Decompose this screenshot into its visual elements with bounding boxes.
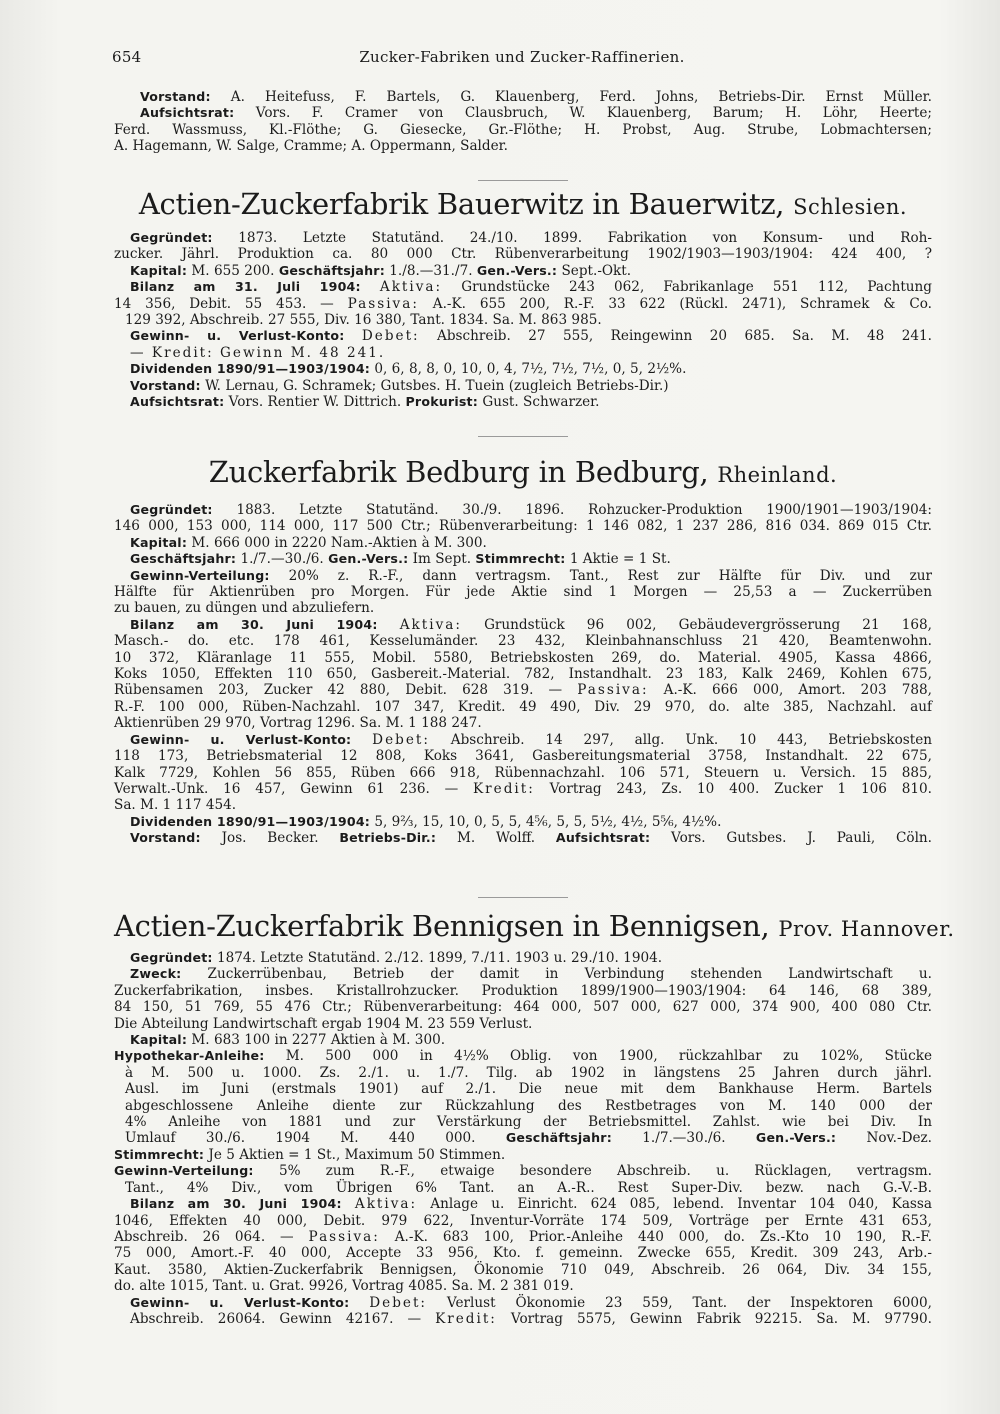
text-line: 118 173, Betriebsmaterial 12 808, Koks 3641, Gasbereitungsmaterial 3758, Instandhalt. 22 675,	[114, 748, 932, 765]
text-line: Kapital: M. 683 100 in 2277 Aktien à M. 300.	[130, 1032, 446, 1049]
text-line: 4% Anleihe von 1881 und zur Verstärkung der Betriebsmittel. Zahlst. wie bei Div. In	[125, 1114, 932, 1131]
text-line: 129 392, Abschreib. 27 555, Div. 16 380, Tant. 1834. Sa. M. 863 985.	[125, 312, 602, 329]
text-line: Vorstand: Jos. Becker. Betriebs-Dir.: M. Wolff. Aufsichtsrat: Vors. Gutsbes. J. Pauli, Cöln.	[130, 830, 932, 847]
text-line: Aufsichtsrat: Vors. F. Cramer von Clausbruch, W. Klauenberg, Barum; H. Löhr, Heerte;	[140, 105, 932, 122]
entry-bennigsen	[114, 897, 955, 1327]
divider	[478, 897, 568, 898]
text-line: Vorstand: A. Heitefuss, F. Bartels, G. Klauenberg, Ferd. Johns, Betriebs-Dir. Ernst Müller.	[140, 89, 932, 105]
text-line: Zweck: Zuckerrübenbau, Betrieb der damit in Verbindung stehenden Landwirtschaft u.	[130, 966, 932, 983]
entry-bauerwitz	[114, 180, 932, 410]
running-title: Zucker-Fabriken und Zucker-Raffinerien.	[359, 48, 685, 66]
text-line: Gewinn-Verteilung: 5% zum R.-F., etwaige besondere Abschreib. u. Rücklagen, vertragsm.	[114, 1163, 932, 1180]
entry-heading	[114, 909, 955, 946]
text-line: Aktienrüben 29 970, Vortrag 1296. Sa. M. 1 188 247.	[114, 715, 482, 732]
entry-heading	[114, 455, 932, 492]
text-line: Gewinn-Verteilung: 20% z. R.-F., dann vertragsm. Tant., Rest zur Hälfte für Div. und zur	[130, 567, 932, 584]
text-line: Gegründet: 1874. Letzte Statutänd. 2./12. 1899, 7./11. 1903 u. 29./10. 1904.	[130, 950, 663, 966]
page-number: 654	[112, 48, 142, 66]
text-line: à M. 500 u. 1000. Zs. 2./1. u. 1./7. Tilg. ab 1902 in längstens 25 Jahren durch jährl.	[125, 1064, 932, 1081]
text-line: Dividenden 1890/91—1903/1904: 0, 6, 8, 8, 0, 10, 0, 4, 7½, 7½, 7½, 0, 5, 2½%.	[130, 361, 687, 378]
text-line: Dividenden 1890/91—1903/1904: 5, 9⅔, 15, 10, 0, 5, 5, 4⅚, 5, 5, 5½, 4½, 5⅚, 4½%.	[130, 813, 722, 830]
text-line: Gewinn- u. Verlust-Konto: Debet: Abschreib. 27 555, Reingewinn 20 685. Sa. M. 48 241.	[130, 328, 932, 345]
text-line: Rübensamen 203, Zucker 42 880, Debit. 628 319. — Passiva: A.-K. 666 000, Amort. 203 788,	[114, 682, 932, 699]
text-line: Kaut. 3580, Aktien-Zuckerfabrik Bennigsen, Ökonomie 710 049, Abschreib. 26 064, Div. 34 155,	[114, 1261, 932, 1278]
region-name: Schlesien.	[793, 195, 908, 219]
text-line: Kalk 7729, Kohlen 56 855, Rüben 666 918, Rübennachzahl. 106 571, Steuern u. Versich. 15 885,	[114, 764, 932, 781]
text-line: Gegründet: 1873. Letzte Statutänd. 24./10. 1899. Fabrikation von Konsum- und Roh-	[130, 230, 932, 246]
text-line: 14 356, Debit. 55 453. — Passiva: A.-K. 655 200, R.-F. 33 622 (Rückl. 2471), Schramek & Co.	[114, 295, 932, 312]
text-line: Geschäftsjahr: 1./7.—30./6. Gen.-Vers.: Im Sept. Stimmrecht: 1 Aktie = 1 St.	[130, 551, 671, 568]
text-line: R.-F. 100 000, Rüben-Nachzahl. 107 347, Kredit. 49 490, Div. 29 970, do. alte 385, Nachzahl. auf	[114, 698, 932, 715]
text-line: Die Abteilung Landwirtschaft ergab 1904 M. 23 559 Verlust.	[114, 1015, 533, 1032]
text-line: 1046, Effekten 40 000, Debit. 979 622, Inventur-Vorräte 174 509, Vorträge per Ernte 431 653,	[114, 1212, 932, 1229]
region-name: Prov. Hannover.	[778, 917, 955, 941]
text-line: Gewinn- u. Verlust-Konto: Debet: Verlust Ökonomie 23 559, Tant. der Inspektoren 6000,	[130, 1294, 932, 1311]
entry-heading	[114, 187, 932, 224]
text-line: Bilanz am 30. Juni 1904: Aktiva: Anlage u. Einricht. 624 085, lebend. Inventar 104 040, Kassa	[130, 1196, 932, 1213]
text-line: 75 000, Amort.-F. 40 000, Accepte 33 956, Kto. f. gemeinn. Zwecke 655, Kredit. 309 243, Arb.-	[114, 1245, 932, 1262]
text-line: 84 150, 51 769, 55 476 Ctr.; Rübenverarbeitung: 464 000, 507 000, 627 000, 374 900, 400 080 Ctr.	[114, 999, 932, 1016]
divider	[478, 180, 568, 181]
text-line: Verwalt.-Unk. 16 457, Gewinn 61 236. — Kredit: Vortrag 243, Zs. 10 400. Zucker 1 106 810.	[114, 780, 932, 797]
page-header	[112, 44, 932, 68]
text-line: Gewinn- u. Verlust-Konto: Debet: Abschreib. 14 297, allg. Unk. 10 443, Betriebskosten	[130, 731, 933, 748]
text-line: Sa. M. 1 117 454.	[114, 797, 237, 814]
text-line: Kapital: M. 655 200. Geschäftsjahr: 1./8.—31./7. Gen.-Vers.: Sept.-Okt.	[130, 262, 632, 279]
company-name: Actien-Zuckerfabrik Bauerwitz in Bauerwitz,	[138, 187, 785, 221]
text-line: Koks 1050, Effekten 110 650, Gasbereit.-Material. 782, Instandhalt. 23 183, Kalk 2469, Kohlen 675,	[114, 666, 932, 683]
text-line: Masch.- do. etc. 178 461, Kesselumänder. 23 432, Kleinbahnanschluss 21 420, Beamtenwohn.	[114, 633, 932, 650]
text-line: Zuckerfabrikation, insbes. Kristallrohzucker. Produktion 1899/1900—1903/1904: 64 146, 68 389,	[114, 982, 932, 999]
text-line: Hypothekar-Anleihe: M. 500 000 in 4½% Oblig. von 1900, rückzahlbar zu 102%, Stücke	[114, 1048, 932, 1065]
text-line: Aufsichtsrat: Vors. Rentier W. Dittrich. Prokurist: Gust. Schwarzer.	[130, 394, 600, 411]
entry-bedburg	[114, 436, 932, 847]
text-line: A. Hagemann, W. Salge, Cramme; A. Oppermann, Salder.	[114, 138, 508, 155]
divider	[478, 436, 568, 437]
text-line: Abschreib. 26 064. — Passiva: A.-K. 683 100, Prior.-Anleihe 440 000, do. Zs.-Kto 10 190, R.-F.	[114, 1228, 932, 1245]
text-line: Bilanz am 30. Juni 1904: Aktiva: Grundstück 96 002, Gebäudevergrösserung 21 168,	[130, 616, 932, 633]
text-line: Bilanz am 31. Juli 1904: Aktiva: Grundstücke 243 062, Fabrikanlage 551 112, Pachtung	[130, 279, 932, 296]
previous-entry-continuation	[114, 89, 932, 155]
text-line: Hälfte für Aktienrüben pro Morgen. Für jede Aktie sind 1 Morgen — 25,53 a — Zuckerrüben	[114, 584, 932, 601]
text-line: 146 000, 153 000, 114 000, 117 500 Ctr.; Rübenverarbeitung: 1 146 082, 1 237 286, 816 034. 869 015 Ctr.	[114, 518, 932, 535]
text-line: Vorstand: W. Lernau, G. Schramek; Gutsbes. H. Tuein (zugleich Betriebs-Dir.)	[130, 377, 669, 394]
company-name: Zuckerfabrik Bedburg in Bedburg,	[208, 455, 709, 489]
text-line: Tant., 4% Div., vom Übrigen 6% Tant. an A.-R.. Rest Super-Div. bezw. nach G.-V.-B.	[125, 1179, 932, 1196]
region-name: Rheinland.	[717, 463, 838, 487]
text-line: do. alte 1015, Tant. u. Grat. 9926, Vortrag 4085. Sa. M. 2 381 019.	[114, 1278, 574, 1295]
text-line: Gegründet: 1883. Letzte Statutänd. 30./9. 1896. Rohzucker-Produktion 1900/1901—1903/1904:	[130, 502, 932, 518]
company-name: Actien-Zuckerfabrik Bennigsen in Bennigsen,	[114, 909, 770, 943]
text-line: Abschreib. 26064. Gewinn 42167. — Kredit: Vortrag 5575, Gewinn Fabrik 92215. Sa. M. 97790.	[130, 1310, 932, 1327]
text-line: Ausl. im Juni (erstmals 1901) auf 2./1. Die neue mit dem Bankhause Herm. Bartels	[125, 1081, 932, 1098]
text-line: 10 372, Kläranlage 11 555, Mobil. 5580, Betriebskosten 269, do. Material. 4905, Kassa 4866,	[114, 649, 932, 666]
text-line: abgeschlossene Anleihe diente zur Rückzahlung des Restbetrages von M. 140 000 der	[125, 1097, 932, 1114]
text-line: Umlauf 30./6. 1904 M. 440 000. Geschäftsjahr: 1./7.—30./6. Gen.-Vers.: Nov.-Dez.	[125, 1130, 932, 1147]
text-line: zucker. Jährl. Produktion ca. 80 000 Ctr. Rübenverarbeitung 1902/1903—1903/1904: 424 400, ?	[114, 246, 932, 263]
text-line: Ferd. Wassmuss, Kl.-Flöthe; G. Giesecke, Gr.-Flöthe; H. Probst, Aug. Strube, Lobmachtersen;	[114, 121, 932, 138]
text-line: — Kredit: Gewinn M. 48 241.	[130, 344, 386, 361]
text-line: zu bauen, zu düngen und abzuliefern.	[114, 600, 375, 617]
text-line: Kapital: M. 666 000 in 2220 Nam.-Aktien à M. 300.	[130, 534, 487, 551]
text-line: Stimmrecht: Je 5 Aktien = 1 St., Maximum 50 Stimmen.	[114, 1146, 506, 1163]
